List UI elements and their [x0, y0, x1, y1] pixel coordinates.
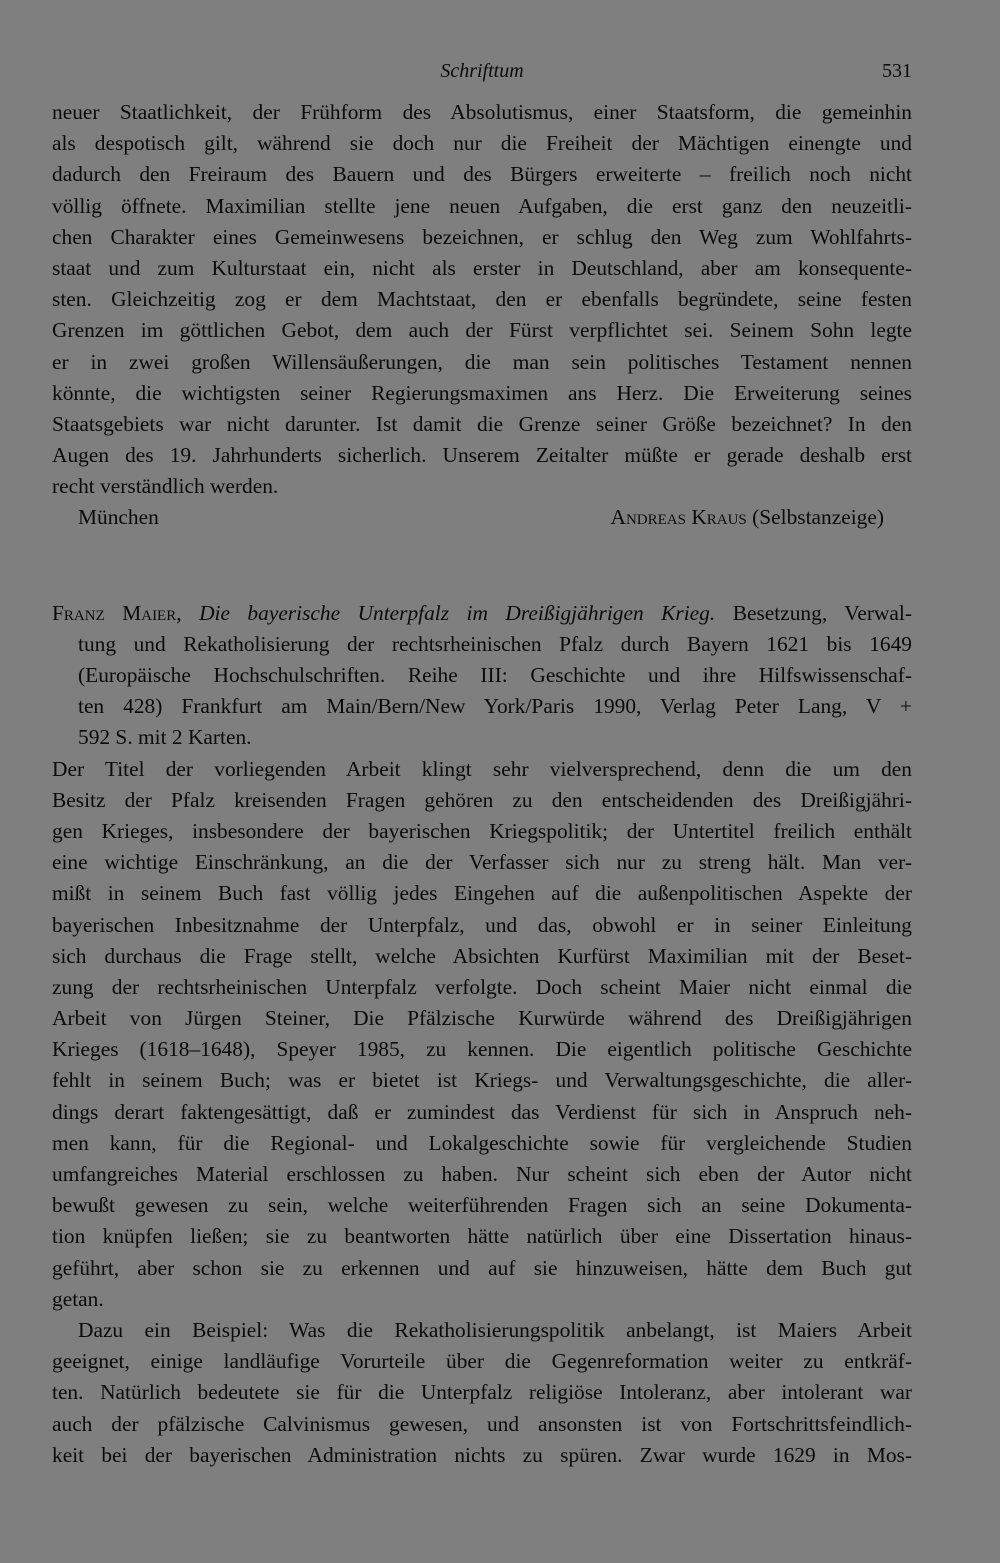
text-line: men kann, für die Regional- und Lokalgeschichte sowie für vergleichende Studien — [52, 1130, 912, 1155]
review-2 — [52, 598, 912, 1471]
signature-line — [52, 502, 912, 533]
reviewer-name: Andreas Kraus — [610, 505, 747, 530]
text-line: Augen des 19. Jahrhunderts sicherlich. Unserem Zeitalter müßte er gerade deshalb erst — [52, 443, 912, 468]
signature-place: München — [78, 505, 159, 530]
text-line: neuer Staatlichkeit, der Frühform des Absolutismus, einer Staatsform, die gemeinhin — [52, 100, 912, 124]
text-line: völlig öffnete. Maximilian stellte jene neuen Aufgaben, die erst ganz den neuzeitli- — [52, 193, 912, 218]
review-2-paragraph-2 — [52, 1315, 912, 1471]
book-page — [52, 60, 912, 1471]
text-line: dadurch den Freiraum des Bauern und des Bürgers erweiterte – freilich noch nicht — [52, 162, 912, 187]
text-line: Arbeit von Jürgen Steiner, Die Pfälzische Kurwürde während des Dreißigjährigen — [52, 1006, 912, 1031]
reviewer-note: (Selbstanzeige) — [752, 505, 884, 530]
review-2-paragraph-1 — [52, 754, 912, 1315]
text-line: keit bei der bayerischen Administration nichts zu spüren. Zwar wurde 1629 in Mos- — [52, 1442, 912, 1467]
text-line: Krieges (1618–1648), Speyer 1985, zu kennen. Die eigentlich politische Geschichte — [52, 1037, 912, 1062]
text-line: mißt in seinem Buch fast völlig jedes Eingehen auf die außenpolitischen Aspekte der — [52, 881, 912, 906]
text-line: zung der rechtsrheinischen Unterpfalz verfolgte. Doch scheint Maier nicht einmal die — [52, 974, 912, 999]
text-line: könnte, die wichtigsten seiner Regierungsmaximen ans Herz. Die Erweiterung seines — [52, 380, 912, 405]
text-line: fehlt in seinem Buch; was er bietet ist Kriegs- und Verwaltungsgeschichte, die aller- — [52, 1068, 912, 1093]
text-line: er in zwei großen Willensäußerungen, die man sein politisches Testament nennen — [52, 349, 912, 374]
text-line: sten. Gleichzeitig zog er dem Machtstaat, den er ebenfalls begründete, seine festen — [52, 287, 912, 312]
text-line: staat und zum Kulturstaat ein, nicht als erster in Deutschland, aber am konsequente- — [52, 255, 912, 280]
biblio-first-line — [52, 598, 912, 629]
book-title: Die bayerische Unterpfalz im Dreißigjährigen Krieg. — [199, 600, 716, 625]
text-line: geeignet, einige landläufige Vorurteile über die Gegenreformation weiter zu entkräf- — [52, 1349, 912, 1374]
text-line: ten. Natürlich bedeutete sie für die Unterpfalz religiöse Intoleranz, aber intolerant war — [52, 1380, 912, 1405]
text-line: getan. — [52, 1286, 104, 1311]
bibliographic-entry — [52, 598, 912, 754]
text-line: recht verständlich werden. — [52, 474, 279, 499]
book-author: Franz Maier, — [52, 600, 182, 625]
running-head — [52, 60, 912, 94]
text-line: als despotisch gilt, während sie doch nur die Freiheit der Mächtigen einengte und — [52, 131, 912, 156]
text-line: geführt, aber schon sie zu erkennen und auf sie hinzuweisen, hätte dem Buch gut — [52, 1255, 912, 1280]
text-line: auch der pfälzische Calvinismus gewesen, und ansonsten ist von Fortschrittsfeindlich- — [52, 1411, 912, 1436]
text-line: Grenzen im göttlichen Gebot, dem auch der Fürst verpflichtet sei. Seinem Sohn legte — [52, 318, 912, 343]
text-line: (Europäische Hochschulschriften. Reihe III: Geschichte und ihre Hilfswissenschaf- — [78, 663, 912, 687]
text-line: tung und Rekatholisierung der rechtsrheinischen Pfalz durch Bayern 1621 bis 1649 — [78, 631, 912, 656]
text-line: chen Charakter eines Gemeinwesens bezeichnen, er schlug den Weg zum Wohlfahrts- — [52, 224, 912, 249]
text-line: dings derart faktengesättigt, daß er zumindest das Verdienst für sich in Anspruch neh- — [52, 1099, 912, 1124]
page-number: 531 — [882, 60, 912, 82]
text-line: bewußt gewesen zu sein, welche weiterführenden Fragen sich an seine Dokumenta- — [52, 1193, 912, 1218]
text-line: 592 S. mit 2 Karten. — [78, 725, 252, 750]
text-line: ten 428) Frankfurt am Main/Bern/New York/Paris 1990, Verlag Peter Lang, V + — [78, 694, 912, 719]
text-line: bayerischen Inbesitznahme der Unterpfalz, und das, obwohl er in seiner Einleitung — [52, 912, 912, 937]
running-title: Schrifttum — [440, 60, 524, 82]
text-line: umfangreiches Material erschlossen zu haben. Nur scheint sich eben der Autor nicht — [52, 1162, 912, 1186]
text-line: Staatsgebiets war nicht darunter. Ist damit die Grenze seiner Größe bezeichnet? In den — [52, 411, 912, 436]
text-line: Dazu ein Beispiel: Was die Rekatholisierungspolitik anbelangt, ist Maiers Arbeit — [78, 1317, 912, 1342]
text-line: gen Krieges, insbesondere der bayerischen Kriegspolitik; der Untertitel freilich enthält — [52, 818, 912, 843]
signature-author — [611, 502, 884, 533]
text-line: sich durchaus die Frage stellt, welche Absichten Kurfürst Maximilian mit der Beset- — [52, 943, 912, 968]
text-line: Besitz der Pfalz kreisenden Fragen gehören zu den entscheidenden des Dreißigjähri- — [52, 787, 912, 812]
text-line: tion knüpfen ließen; sie zu beantworten hätte natürlich über eine Dissertation hinaus- — [52, 1224, 912, 1249]
book-subtitle-start: Besetzung, Verwal- — [732, 600, 912, 625]
text-line: Der Titel der vorliegenden Arbeit klingt sehr vielversprechend, denn die um den — [52, 756, 912, 781]
review-1-text — [52, 97, 912, 502]
text-line: eine wichtige Einschränkung, an die der Verfasser sich nur zu streng hält. Man ver- — [52, 850, 912, 875]
